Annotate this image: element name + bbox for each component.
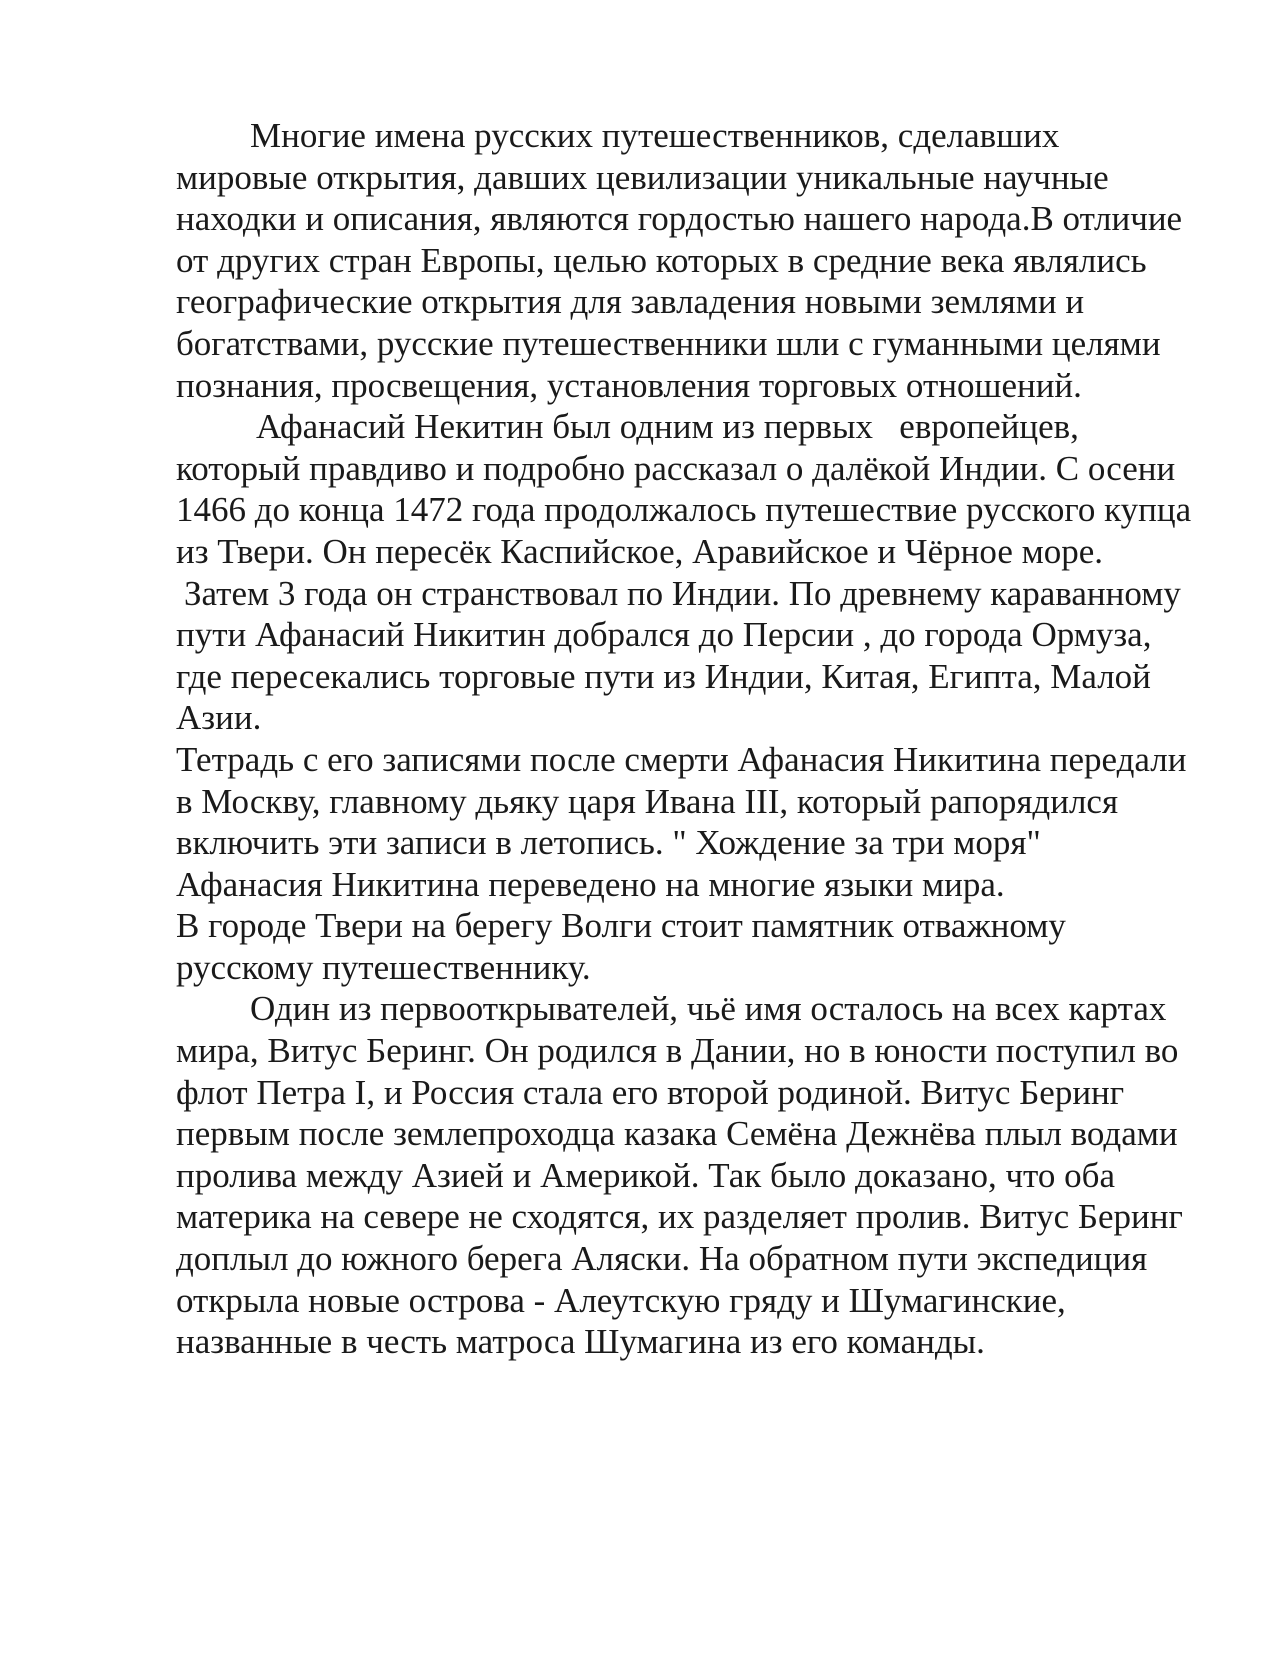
paragraph-intro: Многие имена русских путешественников, сделавших мировые открытия, давших цевилизации уникальные научные находки и описания, являются гордостью нашего народа.В отличие от других стран Европы, целью которых в средние века являлись географические открытия для завладения новыми землями и богатствами, русские путешественники шли с гуманными целями познания, просвещения, установления торговых отношений. (176, 116, 1183, 405)
paragraph-nikitin: Афанасий Некитин был одним из первых европейцев, который правдиво и подробно рассказал о далёкой Индии. С осени 1466 до конца 1472 года продолжалось путешествие русского купца из Твери. Он пересёк Каспийское, Аравийское и Чёрное море. (176, 407, 1200, 571)
paragraph-india-travels: Затем 3 года он странствовал по Индии. По древнему караванному пути Афанасий Никитин добрался до Персии , до города Ормуза, где пересекались торговые пути из Индии, Китая, Египта, Малой Азии. (176, 573, 1181, 738)
paragraph-monument: В городе Твери на берегу Волги стоит памятник отважному русскому путешественнику. (176, 906, 1066, 987)
paragraph-notebook: Тетрадь с его записями после смерти Афанасия Никитина передали в Москву, главному дьяку царя Ивана III, который рапорядился включить эти записи в летопись. " Хождение за три моря" Афанасия Никитина переведено на многие языки мира. (176, 739, 1187, 904)
paragraph-bering: Один из первооткрывателей, чьё имя осталось на всех картах мира, Витус Беринг. Он родился в Дании, но в юности поступил во флот Петра I, и Россия стала его второй родиной. Витус Беринг первым после землепроходца казака Семёна Дежнёва плыл водами пролива между Азией и Америкой. Так было доказано, что оба материка на севере не сходятся, их разделяет пролив. Витус Беринг доплыл до южного берега Аляски. На обратном пути экспедиция открыла новые острова - Алеутскую гряду и Шумагинские, названные в честь матроса Шумагина из его команды. (176, 989, 1183, 1362)
document-body (176, 115, 1200, 1363)
